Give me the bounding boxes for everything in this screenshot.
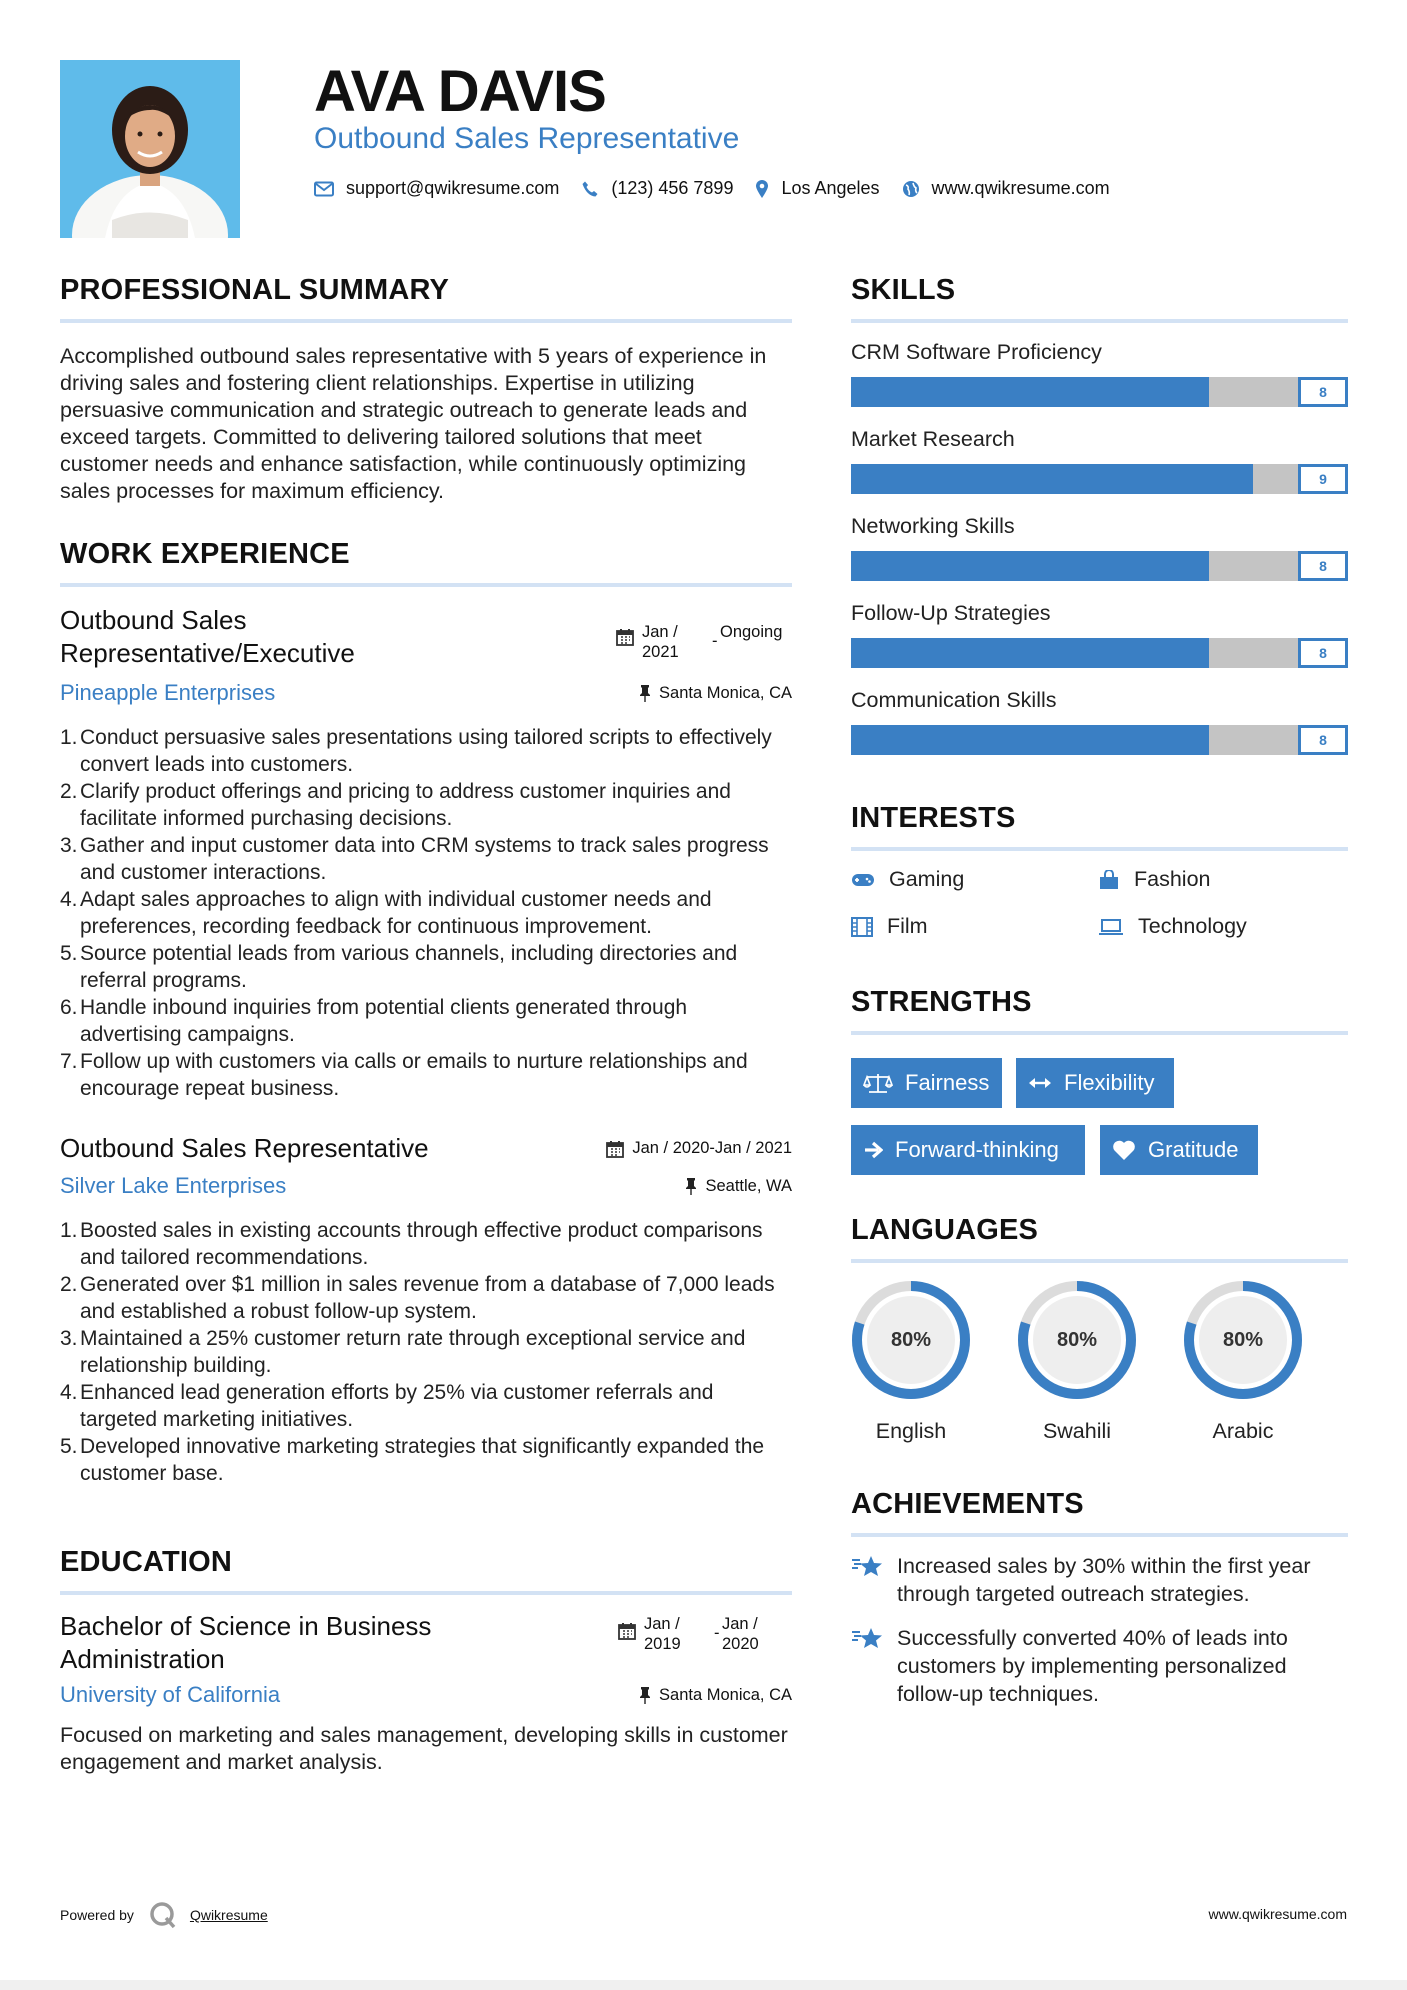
job-location-text: Seattle, WA (705, 1176, 792, 1195)
skills-heading: SKILLS (851, 274, 956, 306)
contact-bar (314, 178, 1132, 199)
language-item (1181, 1278, 1305, 1444)
candidate-role: Outbound Sales Representative (314, 122, 740, 155)
job-location (639, 684, 792, 703)
section-divider (60, 319, 792, 323)
skill-name: Communication Skills (851, 688, 1057, 712)
section-divider (851, 319, 1348, 323)
summary-text: Accomplished outbound sales representative with 5 years of experience in driving sales and fostering client relationships. Expertise in utilizing persuasive communication and strategic outreach to generate leads and exceed targets. Committed to delivering tailored solutions that meet customer needs and enhance satisfaction, while continuously optimizing sales processes for maximum efficiency. (60, 344, 767, 503)
achievements-section (851, 1488, 1348, 1537)
job-start-date: Jan / 2021 (642, 623, 679, 661)
degree-title: Bachelor of Science in Business Administration (60, 1611, 432, 1674)
skill-score: 8 (1298, 377, 1348, 407)
job-title: Outbound Sales Representative/Executive (60, 605, 355, 668)
skill-bar-fill (851, 377, 1209, 407)
list-item: 1. Conduct persuasive sales presentations using tailored scripts to effectively convert leads into customers. (60, 726, 772, 776)
skill-score: 8 (1298, 725, 1348, 755)
calendar-icon (618, 1622, 636, 1640)
globe-icon (902, 180, 920, 198)
language-name: Arabic (1212, 1419, 1274, 1443)
skill-item (851, 427, 1348, 514)
location-text: Los Angeles (781, 178, 880, 198)
skill-bar (851, 725, 1348, 755)
job-dates (616, 622, 784, 662)
section-divider (60, 1591, 792, 1595)
calendar-icon (606, 1140, 624, 1158)
job-entry (60, 1132, 792, 1487)
phone-text: (123) 456 7899 (611, 178, 734, 198)
job-title: Outbound Sales Representative (60, 1133, 429, 1163)
pushpin-icon (639, 684, 651, 702)
gamepad-icon (851, 872, 875, 888)
skill-score: 9 (1298, 464, 1348, 494)
list-item: 7. Follow up with customers via calls or emails to nurture relationships and encourage repeat business. (60, 1050, 748, 1100)
shooting-star-icon (851, 1626, 883, 1652)
section-divider (851, 1259, 1348, 1263)
email-text: support@qwikresume.com (346, 178, 560, 198)
footer-website[interactable]: www.qwikresume.com (1208, 1906, 1347, 1922)
contact-location (755, 178, 879, 199)
language-item (1015, 1278, 1139, 1444)
date-separator: - (712, 632, 718, 650)
skill-bar (851, 377, 1348, 407)
heart-icon (1112, 1139, 1136, 1161)
language-percent: 80% (1056, 1328, 1098, 1351)
website-text: www.qwikresume.com (931, 178, 1110, 198)
balance-scale-icon (863, 1072, 893, 1094)
strength-tag: Forward-thinking (851, 1125, 1085, 1175)
section-divider (851, 1533, 1348, 1537)
education-location (639, 1686, 792, 1705)
job-dates (606, 1139, 792, 1158)
interest-film: Film (851, 914, 928, 939)
skills-section (851, 274, 1348, 323)
pushpin-icon (639, 1686, 651, 1704)
skill-name: Follow-Up Strategies (851, 601, 1051, 625)
education-location-text: Santa Monica, CA (659, 1685, 792, 1704)
section-divider (851, 1031, 1348, 1035)
pushpin-icon (685, 1177, 697, 1195)
duties-list (60, 724, 792, 1102)
laptop-icon (1098, 918, 1124, 936)
skill-bar-fill (851, 638, 1209, 668)
profile-photo (60, 60, 240, 238)
contact-website[interactable] (902, 178, 1110, 199)
job-location-text: Santa Monica, CA (659, 683, 792, 702)
interest-fashion: Fashion (1098, 867, 1211, 892)
skill-score: 8 (1298, 638, 1348, 668)
education-start-date: Jan / 2019 (644, 1615, 681, 1653)
list-item: 4. Adapt sales approaches to align with individual customer needs and preferences, recording feedback for continuous improvement. (60, 888, 712, 938)
experience-heading: WORK EXPERIENCE (60, 538, 350, 570)
education-entry (60, 1610, 792, 1776)
skill-name: Networking Skills (851, 514, 1015, 538)
footer-powered-by (60, 1900, 268, 1930)
skill-bar (851, 464, 1348, 494)
skill-item (851, 688, 1348, 775)
section-divider (851, 847, 1348, 851)
skill-item (851, 514, 1348, 601)
film-icon (851, 917, 873, 937)
contact-email[interactable] (314, 178, 559, 199)
language-name: English (875, 1419, 947, 1443)
achievements-heading: ACHIEVEMENTS (851, 1488, 1084, 1520)
list-item: 3. Gather and input customer data into CRM systems to track sales progress and customer interactions. (60, 834, 769, 884)
brand-link[interactable]: Qwikresume (189, 1907, 268, 1923)
skill-bar-fill (851, 464, 1253, 494)
list-item: 2. Generated over $1 million in sales revenue from a database of 7,000 leads and established a robust follow-up system. (60, 1273, 775, 1323)
phone-icon (581, 180, 599, 198)
education-description: Focused on marketing and sales management, developing skills in customer engagement and market analysis. (60, 1723, 788, 1774)
interest-technology: Technology (1098, 914, 1247, 939)
skill-item (851, 340, 1348, 427)
map-pin-icon (755, 179, 769, 199)
list-item: 3. Maintained a 25% customer return rate through exceptional service and relationship building. (60, 1327, 746, 1377)
skills-list (851, 340, 1348, 775)
strength-tag: Fairness (851, 1058, 1002, 1108)
education-dates (618, 1614, 772, 1654)
qwikresume-logo-icon (148, 1900, 178, 1930)
list-item: 2. Clarify product offerings and pricing to address customer inquiries and facilitate informed purchasing decisions. (60, 780, 731, 830)
list-item: 5. Developed innovative marketing strategies that significantly expanded the customer base. (60, 1435, 765, 1485)
skill-bar-fill (851, 551, 1209, 581)
skill-bar (851, 551, 1348, 581)
achievement-item: Increased sales by 30% within the first year through targeted outreach strategies. (851, 1552, 1348, 1608)
school-name: University of California (60, 1682, 281, 1707)
duties-list (60, 1217, 792, 1487)
company-name: Pineapple Enterprises (60, 680, 276, 705)
skill-item (851, 601, 1348, 688)
strength-tag: Flexibility (1016, 1058, 1174, 1108)
strengths-heading: STRENGTHS (851, 986, 1032, 1018)
date-separator: - (714, 1624, 720, 1642)
language-name: Swahili (1042, 1419, 1112, 1443)
interests-heading: INTERESTS (851, 802, 1016, 834)
summary-section (60, 274, 792, 505)
list-item: 4. Enhanced lead generation efforts by 25% via customer referrals and targeted marketing initiatives. (60, 1381, 714, 1431)
contact-phone[interactable] (581, 178, 733, 199)
envelope-icon (314, 181, 334, 197)
list-item: 5. Source potential leads from various channels, including directories and referral programs. (60, 942, 738, 992)
language-percent: 80% (890, 1328, 932, 1351)
list-item: 1. Boosted sales in existing accounts through effective product comparisons and tailored recommendations. (60, 1219, 763, 1269)
skill-bar-fill (851, 725, 1209, 755)
candidate-name: AVA DAVIS (314, 59, 606, 124)
strength-tag: Gratitude (1100, 1125, 1258, 1175)
shopping-bag-icon (1098, 870, 1120, 890)
language-percent: 80% (1222, 1328, 1264, 1351)
education-end-date: Jan / 2020 (722, 1615, 759, 1653)
company-name: Silver Lake Enterprises (60, 1173, 287, 1198)
shooting-star-icon (851, 1554, 883, 1580)
summary-heading: PROFESSIONAL SUMMARY (60, 274, 450, 306)
job-entry (60, 604, 792, 1102)
powered-by-text: Powered by (60, 1907, 134, 1923)
skill-name: Market Research (851, 427, 1015, 451)
languages-section (851, 1214, 1348, 1263)
job-end-date: Ongoing (720, 623, 783, 641)
list-item: 6. Handle inbound inquiries from potential clients generated through advertising campaigns. (60, 996, 688, 1046)
achievement-item: Successfully converted 40% of leads into customers by implementing personalized follow-up techniques. (851, 1624, 1348, 1708)
job-dates-text: Jan / 2020-Jan / 2021 (632, 1139, 792, 1157)
skill-bar (851, 638, 1348, 668)
interests-section (851, 802, 1348, 851)
calendar-icon (616, 628, 634, 646)
experience-section (60, 538, 792, 587)
education-section (60, 1546, 792, 1595)
interest-gaming: Gaming (851, 867, 964, 892)
section-divider (60, 583, 792, 587)
languages-heading: LANGUAGES (851, 1214, 1039, 1246)
skill-score: 8 (1298, 551, 1348, 581)
arrow-right-icon (863, 1141, 883, 1159)
job-location (685, 1177, 792, 1196)
arrows-horizontal-icon (1028, 1076, 1052, 1090)
strengths-section (851, 986, 1348, 1035)
education-heading: EDUCATION (60, 1546, 233, 1578)
skill-name: CRM Software Proficiency (851, 340, 1102, 364)
page-bottom-strip (0, 1980, 1407, 1990)
language-item (849, 1278, 973, 1444)
